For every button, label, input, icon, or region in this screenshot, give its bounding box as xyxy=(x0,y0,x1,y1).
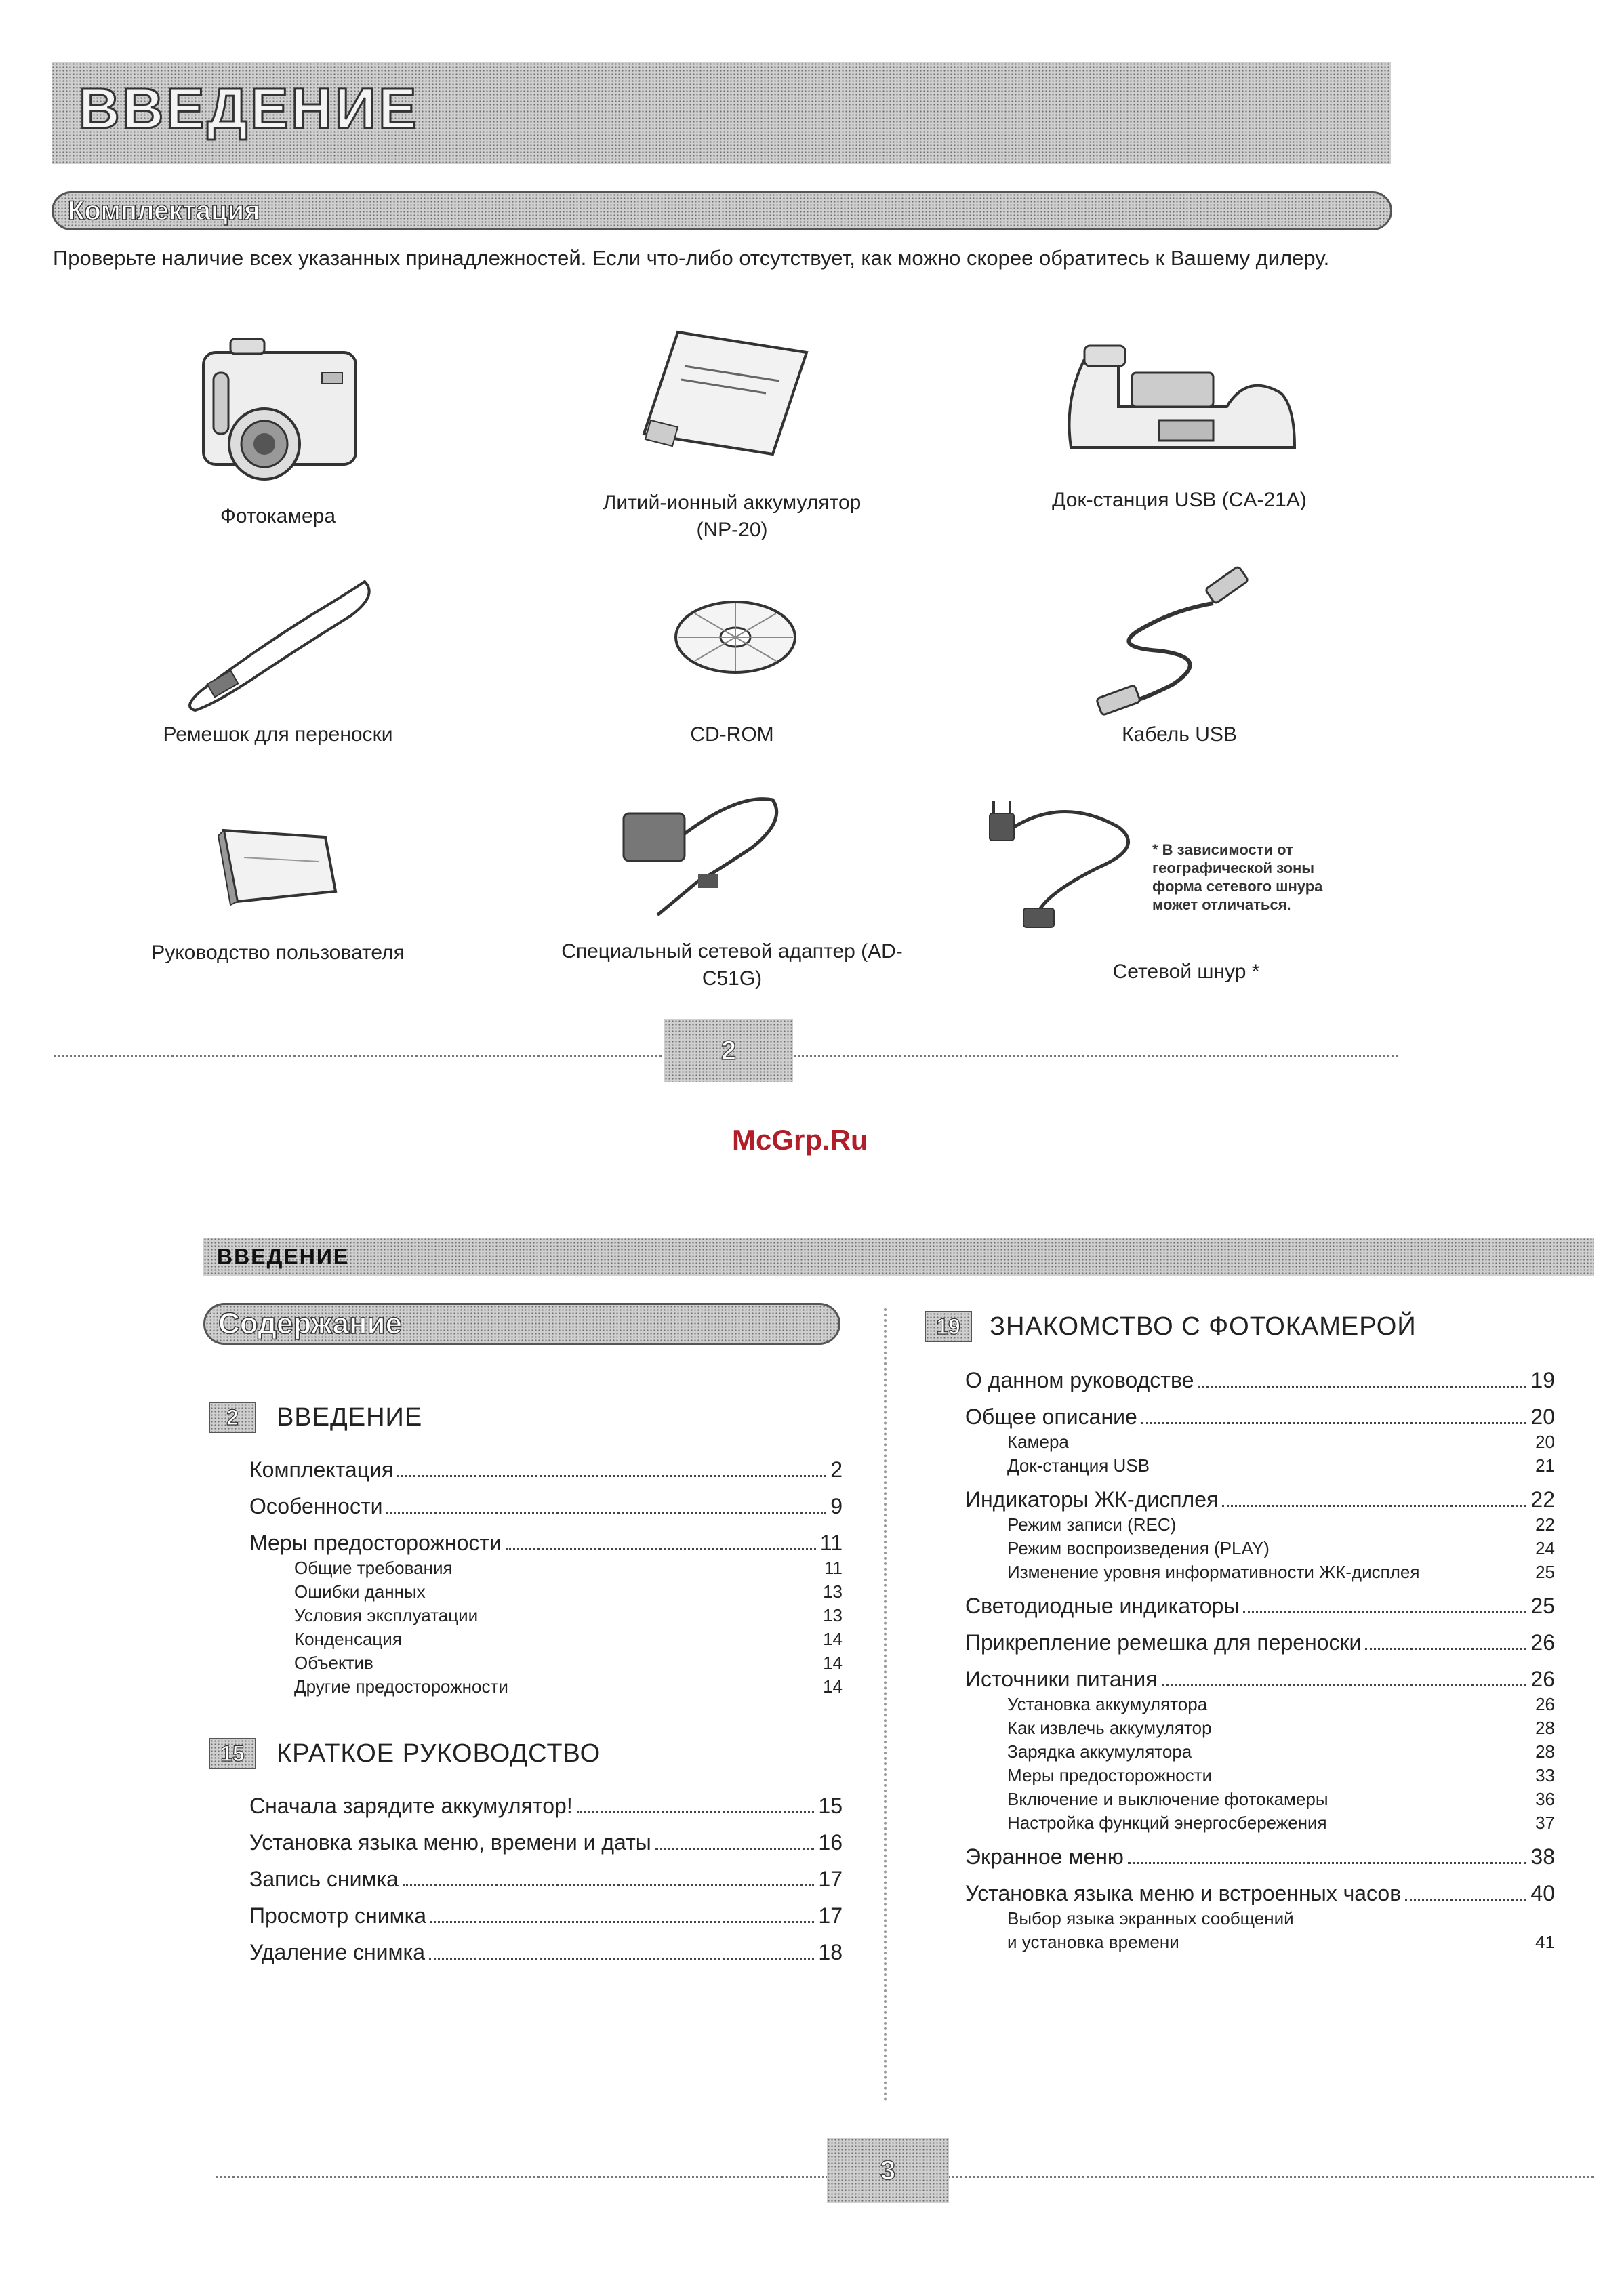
toc-entry-page: 11 xyxy=(819,1531,843,1555)
caption-battery: Литий-ионный аккумулятор (NP-20) xyxy=(603,491,861,541)
strap-icon xyxy=(175,575,378,717)
toc-subentry[interactable]: Условия эксплуатации 13 xyxy=(294,1605,843,1625)
section-number-box: 19 xyxy=(925,1311,972,1342)
toc-subentry[interactable]: Настройка функций энергосбережения 37 xyxy=(1007,1813,1555,1833)
section-title: ВВЕДЕНИЕ xyxy=(277,1403,423,1432)
toc-entry[interactable]: Прикрепление ремешка для переноски 26 xyxy=(965,1630,1555,1655)
toc-entry[interactable]: Сначала зарядите аккумулятор! 15 xyxy=(249,1794,843,1818)
toc-subentry[interactable]: Режим записи (REC) 22 xyxy=(1007,1514,1555,1535)
page2-number: 3 xyxy=(827,2138,949,2203)
power-cord-note: * В зависимости от географической зоны форма сетевого шнура может отличаться. xyxy=(1152,841,1323,913)
toc-entry[interactable]: Запись снимка 17 xyxy=(249,1867,843,1891)
toc-entry[interactable]: О данном руководстве 19 xyxy=(965,1368,1555,1392)
page1-number: 2 xyxy=(664,1019,793,1082)
toc-subentry[interactable]: Как извлечь аккумулятор 28 xyxy=(1007,1718,1555,1738)
toc-subentry[interactable]: Установка аккумулятора 26 xyxy=(1007,1694,1555,1714)
caption-ac-adapter: Специальный сетевой адаптер (AD-C51G) xyxy=(561,940,903,990)
toc-subentry[interactable]: Выбор языка экранных сообщений и установка времени 41 xyxy=(1007,1908,1555,1952)
watermark: McGrp.Ru xyxy=(732,1124,868,1156)
power-cord-icon xyxy=(983,800,1145,935)
toc-entry[interactable]: Установка языка меню, времени и даты 16 xyxy=(249,1830,843,1855)
toc-entry[interactable]: Экранное меню 38 xyxy=(965,1844,1555,1869)
contents-header-label: Содержание xyxy=(218,1307,403,1340)
toc-entries xyxy=(209,1456,843,1699)
caption-strap: Ремешок для переноски xyxy=(163,723,393,746)
toc-entry-page: 2 xyxy=(830,1457,843,1482)
toc-subentry[interactable]: Конденсация 14 xyxy=(294,1629,843,1649)
section-header-label: Комплектация xyxy=(68,196,260,226)
toc-subentry[interactable]: Объектив 14 xyxy=(294,1653,843,1673)
toc-section-quickstart xyxy=(209,1738,843,1769)
toc-subentry[interactable]: Изменение уровня информативности ЖК-дисплея 25 xyxy=(1007,1562,1555,1582)
toc-subentry[interactable]: Меры предосторожности 33 xyxy=(1007,1765,1555,1785)
toc-entry[interactable]: Установка языка меню и встроенных часов 40 xyxy=(965,1881,1555,1905)
toc-subentry[interactable]: Док-станция USB 21 xyxy=(1007,1455,1555,1476)
toc-subentry[interactable]: Камера 20 xyxy=(1007,1432,1555,1452)
toc-subentries xyxy=(965,1693,1555,1835)
toc-entry[interactable]: Общее описание 20 xyxy=(965,1405,1555,1429)
toc-entry[interactable]: Просмотр снимка 17 xyxy=(249,1903,843,1928)
section-title: КРАТКОЕ РУКОВОДСТВО xyxy=(277,1739,601,1768)
page-title: ВВЕДЕНИЕ xyxy=(79,77,420,140)
ac-adapter-icon xyxy=(617,780,793,922)
toc-subentry[interactable]: Режим воспроизведения (PLAY) 24 xyxy=(1007,1538,1555,1558)
running-header-band xyxy=(203,1238,1594,1276)
toc-entry-page: 9 xyxy=(830,1494,843,1518)
running-header: ВВЕДЕНИЕ xyxy=(217,1245,350,1269)
toc-entry[interactable]: Удаление снимка 18 xyxy=(249,1940,843,1964)
usb-dock-icon xyxy=(1057,332,1301,468)
caption-usb-dock: Док-станция USB (CA-21A) xyxy=(1052,489,1307,511)
caption-power-cord: Сетевой шнур * xyxy=(1112,961,1260,983)
caption-manual: Руководство пользователя xyxy=(151,942,405,964)
section-title: ЗНАКОМСТВО С ФОТОКАМЕРОЙ xyxy=(990,1312,1417,1341)
toc-left-column xyxy=(209,1402,843,1966)
toc-entry[interactable] xyxy=(249,1456,843,1483)
toc-entry[interactable]: Светодиодные индикаторы 25 xyxy=(965,1594,1555,1618)
toc-entries xyxy=(925,1367,1555,1954)
caption-camera: Фотокамера xyxy=(220,505,336,527)
toc-subentry[interactable]: Зарядка аккумулятора 28 xyxy=(1007,1741,1555,1762)
toc-subentries xyxy=(965,1430,1555,1478)
toc-section-intro xyxy=(209,1402,843,1433)
toc-entry[interactable] xyxy=(249,1529,843,1556)
toc-entry-label: Особенности xyxy=(249,1494,383,1518)
toc-subentry[interactable]: Другие предосторожности 14 xyxy=(294,1676,843,1697)
toc-subentry[interactable]: Общие требования 11 xyxy=(294,1558,843,1578)
caption-usb-cable: Кабель USB xyxy=(1122,723,1237,746)
camera-icon xyxy=(190,332,366,488)
toc-entry[interactable] xyxy=(249,1493,843,1520)
toc-subentries xyxy=(249,1556,843,1699)
toc-entry-label: Меры предосторожности xyxy=(249,1531,502,1555)
toc-section-camera xyxy=(925,1311,1555,1342)
toc-entries xyxy=(209,1792,843,1966)
usb-cable-icon xyxy=(1084,563,1261,719)
toc-subentry[interactable]: Ошибки данных 13 xyxy=(294,1581,843,1602)
section-number-box: 2 xyxy=(209,1402,256,1433)
cd-icon xyxy=(671,597,800,678)
toc-right-column xyxy=(925,1311,1555,1954)
manual-icon xyxy=(210,817,346,908)
toc-subentries xyxy=(965,1907,1555,1954)
toc-entry[interactable]: Источники питания 26 xyxy=(965,1667,1555,1691)
column-divider xyxy=(884,1308,887,2101)
toc-entry-label: Комплектация xyxy=(249,1457,394,1482)
section-number-box: 15 xyxy=(209,1738,256,1769)
toc-subentry[interactable]: Включение и выключение фотокамеры 36 xyxy=(1007,1789,1555,1809)
battery-icon xyxy=(630,325,813,461)
toc-subentries xyxy=(965,1513,1555,1584)
intro-text: Проверьте наличие всех указанных принадлежностей. Если что-либо отсутствует, как можно скорее обратитесь к Вашему дилеру. xyxy=(53,246,1330,270)
toc-entry[interactable]: Индикаторы ЖК-дисплея 22 xyxy=(965,1487,1555,1512)
caption-cd: CD-ROM xyxy=(690,723,774,746)
